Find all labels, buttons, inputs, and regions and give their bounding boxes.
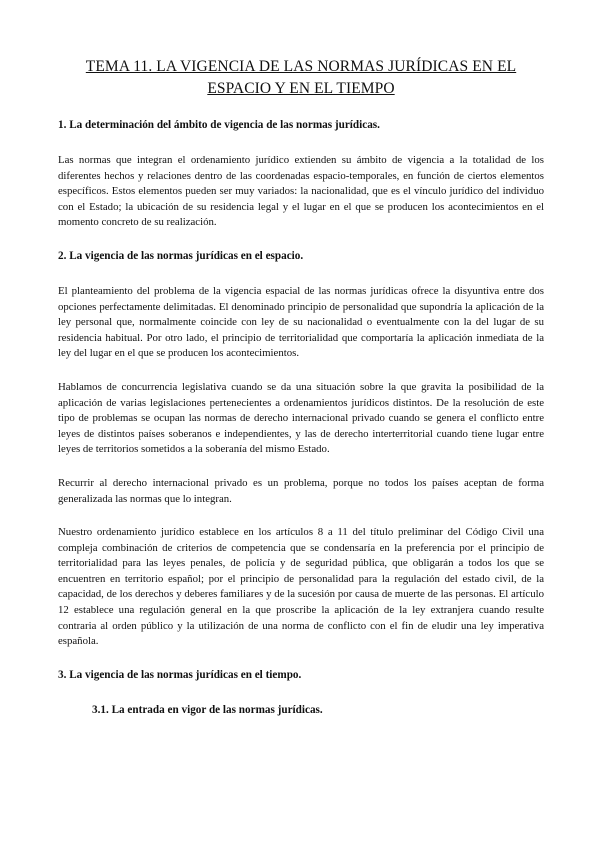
section-3-heading: 3. La vigencia de las normas jurídicas en el tiempo. <box>58 668 302 681</box>
section-2-paragraph-2: Hablamos de concurrencia legislativa cuando se da una situación sobre la que gravita la posibilidad de la aplicación de varias legislaciones pertenecientes a ordenamientos jurídicos distintos. De la resolución de este tipo de problemas se ocupan las normas de derecho internacional privado cuando se genera el conflicto entre leyes de distintos países soberanos e independientes, y las de derecho interterritorial cuando tiene lugar entre leyes de territorios sometidos a la soberanía del mismo Estado. <box>58 380 544 456</box>
section-1-heading: 1. La determinación del ámbito de vigencia de las normas jurídicas. <box>58 119 380 131</box>
section-2-paragraph-1: El planteamiento del problema de la vigencia espacial de las normas jurídicas ofrece la disyuntiva entre dos opciones perfectamente delimitadas. El denominado principio de personalidad que supondría la aplicación de la ley personal que, normalmente coincide con ley de su nacionalidad o eventualmente con la del lugar de su residencia habitual. Por otro lado, el principio de territorialidad que comportaría la aplicación inmediata de la ley del lugar en el que se producen los acontecimientos. <box>58 284 544 360</box>
section-2-heading: 2. La vigencia de las normas jurídicas en el espacio. <box>58 249 304 262</box>
section-3-1-heading: 3.1. La entrada en vigor de las normas jurídicas. <box>92 703 323 716</box>
section-2-paragraph-3: Recurrir al derecho internacional privado es un problema, porque no todos los países aceptan de forma generalizada las normas que lo integran. <box>58 476 544 505</box>
document-page <box>58 56 544 718</box>
section-2-paragraph-4: Nuestro ordenamiento jurídico establece en los artículos 8 a 11 del título preliminar del Código Civil una compleja combinación de criterios de competencia que se condensaría en la preferencia por el principio de territorialidad para las leyes penales, de policía y de seguridad pública, que obligarán a todos los que se encuentren en territorio español; por el principio de personalidad para la regulación del estado civil, de la capacidad, de los derechos y deberes familiares y de la sucesión por causa de muerte de las personas. El artículo 12 establece una regulación general en la que proscribe la aplicación de la ley extranjera cuando resulte contraria al orden público y la utilización de una norma de conflicto con el fin de eludir una ley imperativa española. <box>58 526 544 648</box>
document-title: TEMA 11. LA VIGENCIA DE LAS NORMAS JURÍDICAS EN EL ESPACIO Y EN EL TIEMPO <box>85 58 517 97</box>
section-1-paragraph-1: Las normas que integran el ordenamiento jurídico extienden su ámbito de vigencia a la totalidad de los diferentes hechos y relaciones dentro de las coordenadas espacio-temporales, en función de ciertos elementos específicos. Estos elementos pueden ser muy variados: la nacionalidad, que es el vínculo jurídico del individuo con el Estado; la ubicación de su residencia legal y el lugar en el que se producen los acontecimientos en el momento concreto de su realización. <box>58 154 544 229</box>
